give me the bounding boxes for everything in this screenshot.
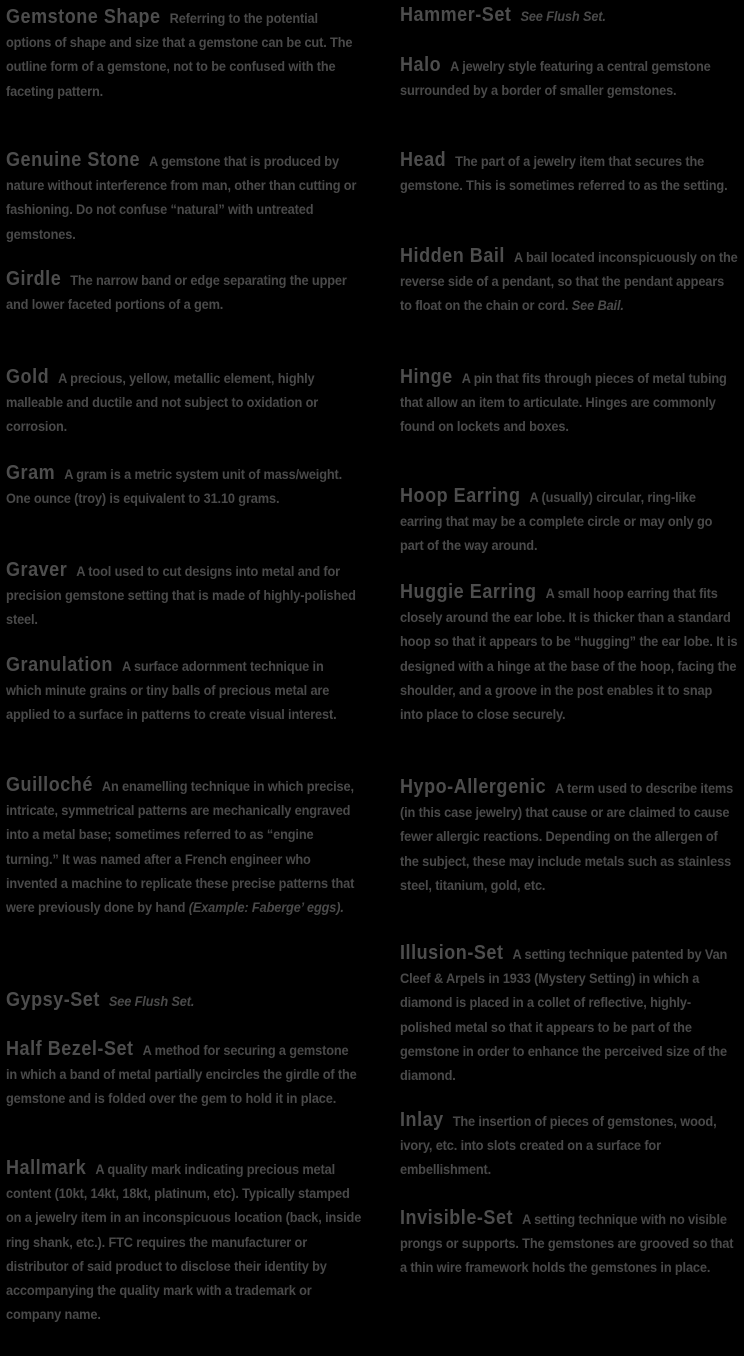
entry-definition: The narrow band or edge separating the upper and lower faceted portions of a gem. [6,273,347,314]
glossary-entry-hoop-earring [400,484,738,559]
glossary-entry-invisible-set [400,1206,738,1281]
glossary-entry-hammer-set [400,3,738,29]
entry-term: Illusion-Set [400,942,504,964]
entry-term: Gold [6,366,50,388]
entry-example: (Example: Faberge’ eggs). [188,900,344,917]
glossary-entry-girdle [6,267,362,317]
glossary-entry-head [400,148,738,198]
entry-definition: A gemstone that is produced by nature without interference from man, other than cutting or fashioning. Do not confuse “natural” with untreated gemstones. [6,154,357,243]
entry-definition: A setting technique with no visible prongs or supports. The gemstones are grooved so that a thin wire framework holds the gemstones in place. [400,1212,734,1277]
glossary-entry-graver [6,558,362,633]
entry-term: Hallmark [6,1157,87,1179]
entry-definition: An enamelling technique in which precise, intricate, symmetrical patterns are mechanically engraved into a metal base; sometimes referred to as “engine turning.” It was named after a French engineer who invented a machine to replicate these precise patterns that were previously done by hand [6,779,355,917]
entry-term: Half Bezel-Set [6,1038,134,1060]
glossary-entry-hypo-allergenic [400,775,738,898]
glossary-entry-guilloche [6,773,362,920]
entry-definition: A setting technique patented by Van Cleef & Arpels in 1933 (Mystery Setting) in which a diamond is placed in a collet of reflective, highly-polished metal so that it appears to be part of the gemstone in order to enhance the perceived size of the diamond. [400,947,728,1085]
entry-definition: A jewelry style featuring a central gemstone surrounded by a border of smaller gemstones. [400,59,711,100]
entry-term: Hinge [400,366,453,388]
entry-term: Graver [6,559,68,581]
glossary-entry-gemstone-shape [6,5,362,104]
glossary-entry-half-bezel-set [6,1037,362,1112]
entry-term: Hypo-Allergenic [400,776,547,798]
entry-term: Hoop Earring [400,485,521,507]
entry-see-also: See Flush Set. [520,9,606,25]
glossary-entry-halo [400,53,738,103]
entry-term: Halo [400,54,442,76]
glossary-entry-genuine-stone [6,148,362,247]
entry-definition: A (usually) circular, ring-like earring that may be a complete circle or may only go part of the way around. [400,490,713,555]
entry-definition: A bail located inconspicuously on the reverse side of a pendant, so that the pendant appears to float on the chain or cord. [400,250,738,315]
entry-definition: A term used to describe items (in this case jewelry) that cause or are claimed to cause fewer allergic reactions. Depending on the allergen of the subject, these may include metals such as stainless steel, titanium, gold, etc. [400,781,734,894]
entry-definition: A gram is a metric system unit of mass/weight. One ounce (troy) is equivalent to 31.10 grams. [6,467,343,508]
entry-term: Granulation [6,654,113,676]
entry-definition: A pin that fits through pieces of metal tubing that allow an item to articulate. Hinges are commonly found on lockets and boxes. [400,371,727,436]
entry-definition: A small hoop earring that fits closely around the ear lobe. It is thicker than a standard hoop so that it appears to be “hugging” the ear lobe. It is designed with a hinge at the base of the hoop, facing the shoulder, and a groove in the post enables it to snap into place to close securely. [400,586,738,724]
entry-see-also: See Flush Set. [108,994,195,1010]
glossary-entry-hidden-bail [400,244,738,319]
entry-term: Genuine Stone [6,149,141,171]
entry-term: Girdle [6,268,62,290]
entry-definition: A precious, yellow, metallic element, highly malleable and ductile and not subject to oxidation or corrosion. [6,371,319,436]
glossary-entry-hallmark [6,1156,362,1327]
entry-term: Invisible-Set [400,1207,514,1229]
glossary-entry-gram [6,461,362,511]
entry-definition: A surface adornment technique in which minute grains or tiny balls of precious metal are applied to a surface in patterns to create visual interest. [6,659,337,724]
glossary-entry-gypsy-set [6,988,362,1014]
entry-see-also: See Bail. [571,298,624,315]
entry-definition: The part of a jewelry item that secures the gemstone. This is sometimes referred to as the setting. [400,154,728,195]
entry-term: Hidden Bail [400,245,505,267]
entry-definition: Referring to the potential options of shape and size that a gemstone can be cut. The outline form of a gemstone, not to be confused with the faceting pattern. [6,11,353,100]
entry-term: Guilloché [6,774,93,796]
glossary-entry-gold [6,365,362,440]
entry-definition: A method for securing a gemstone in which a band of metal partially encircles the girdle of the gemstone and is folded over the gem to hold it in place. [6,1043,357,1108]
entry-term: Hammer-Set [400,4,512,26]
entry-term: Head [400,149,447,171]
entry-term: Gram [6,462,56,484]
glossary-entry-granulation [6,653,362,728]
entry-term: Huggie Earring [400,581,537,603]
entry-term: Inlay [400,1109,444,1131]
glossary-entry-hinge [400,365,738,440]
glossary-entry-illusion-set [400,941,738,1088]
entry-term: Gypsy-Set [6,989,100,1011]
entry-definition: A quality mark indicating precious metal content (10kt, 14kt, 18kt, platinum, etc). Typically stamped on a jewelry item in an inconspicuous location (back, inside ring shank, etc.). FTC requires the manufacturer or distributor of said product to disclose their identity by accompanying the quality mark with a trademark or company name. [6,1162,362,1324]
glossary-entry-inlay [400,1108,738,1183]
entry-definition: The insertion of pieces of gemstones, wood, ivory, etc. into slots created on a surface for embellishment. [400,1114,717,1179]
entry-term: Gemstone Shape [6,6,161,28]
glossary-entry-huggie-earring [400,580,738,727]
entry-definition: A tool used to cut designs into metal and for precision gemstone setting that is made of highly-polished steel. [6,564,356,629]
